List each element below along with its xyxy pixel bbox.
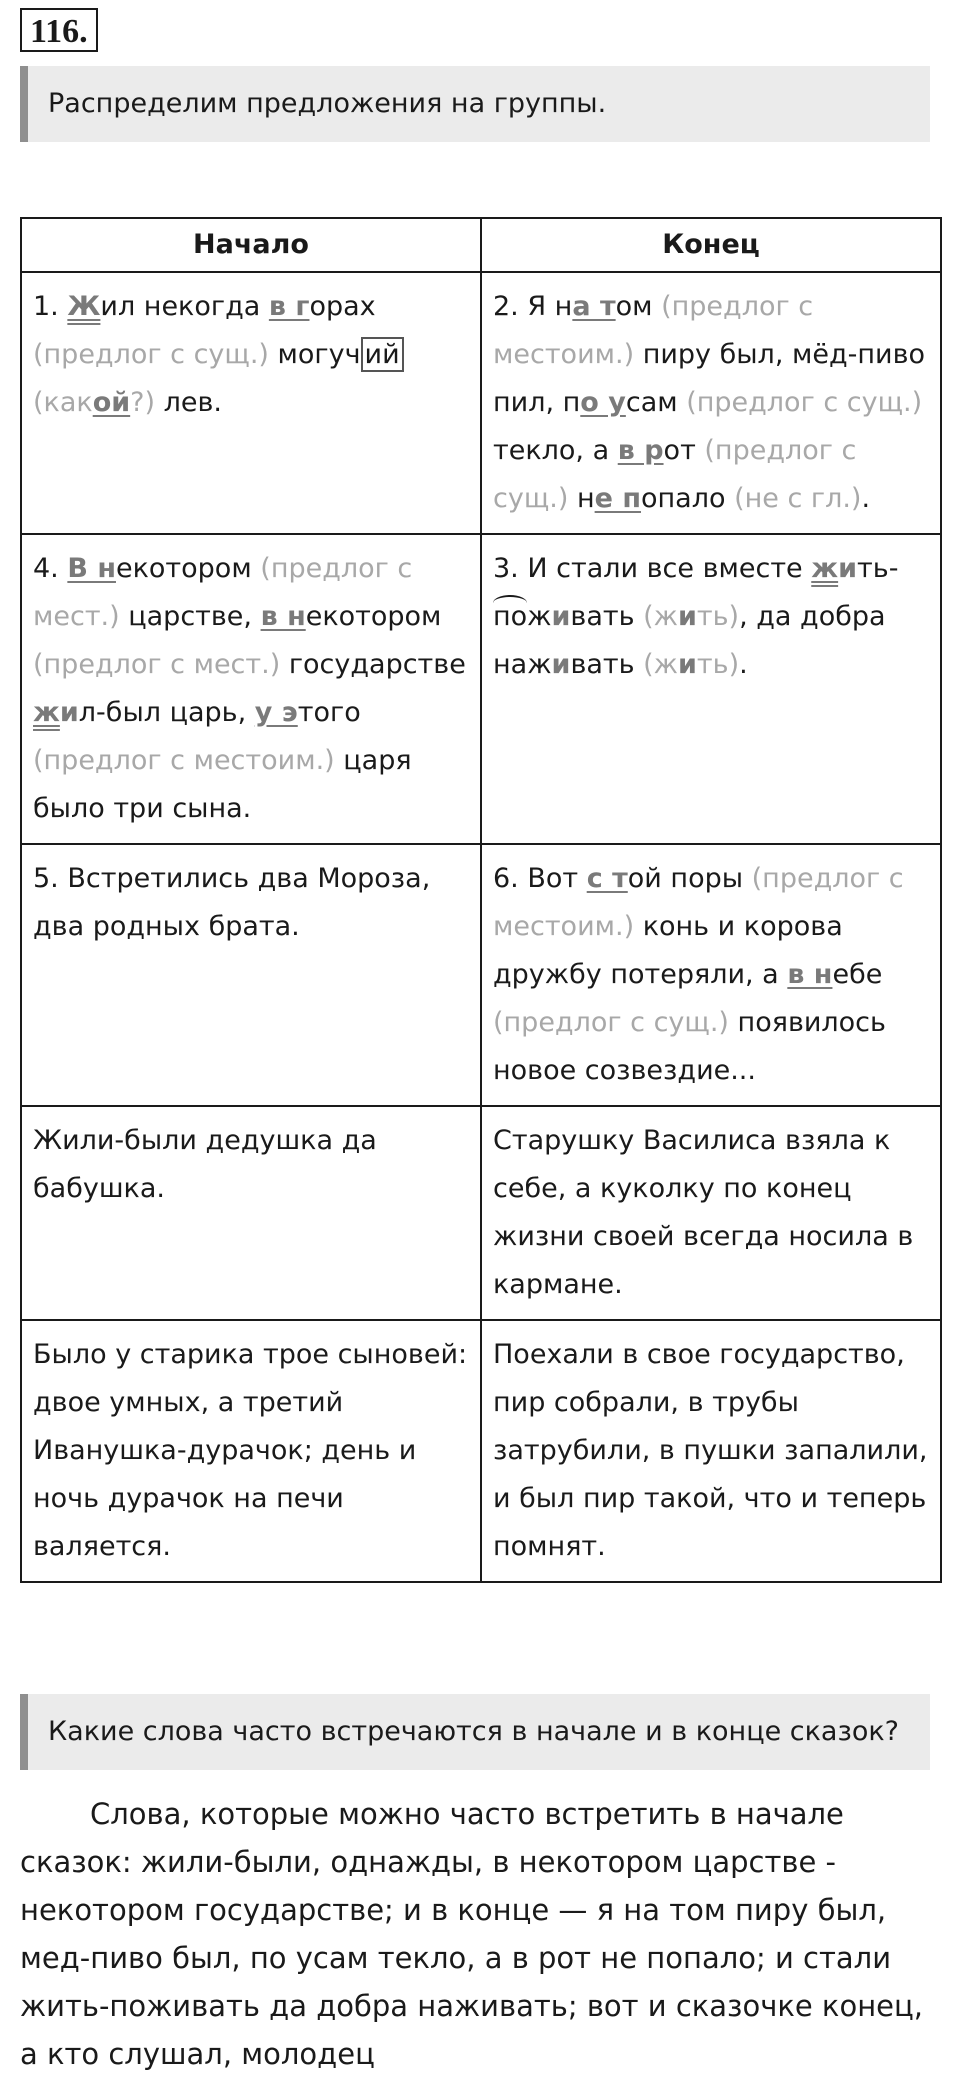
cell-text: 2. Я н <box>493 291 573 322</box>
cell-text: ть- <box>857 553 899 584</box>
cell-text: пиру был, мёд-пиво пил, п <box>493 339 926 418</box>
cell-text: . <box>861 483 871 514</box>
cell-text: Было у старика трое сыновей: двое умных, а третий Иванушка-дурачок; день и ночь дурачок на печи валяется. <box>33 1339 468 1562</box>
table-header-row <box>21 218 941 272</box>
cell-text: 5. Встретились два Мороза, два родных брата. <box>33 863 431 942</box>
cell-text: . <box>739 649 748 680</box>
cell-text: ой поры <box>627 863 752 894</box>
cell-text: ж <box>527 649 552 680</box>
cell-text: екотором <box>305 601 442 632</box>
cell-text: вать <box>570 601 644 632</box>
question-banner: Какие слова часто встречаются в начале и в конце сказок? <box>20 1694 930 1770</box>
double-underlined-letter: ж <box>811 553 839 584</box>
end-cell <box>481 1320 941 1582</box>
cell-text: ил некогда <box>100 291 269 322</box>
grammar-note: ?) <box>130 387 156 418</box>
task-number: 116. <box>20 8 98 52</box>
grammar-note: (ж <box>643 649 678 680</box>
underlined-text: в н <box>260 601 306 632</box>
cell-text: ом <box>615 291 662 322</box>
grammar-note: ть) <box>696 649 740 680</box>
answer-paragraph: Слова, которые можно часто встретить в начале сказок: жили-были, однажды, в некотором царстве - некотором государстве; и в конце — я на том пиру был, мед-пиво был, по усам текло, а в рот не попало; и стали жить-поживать да добра наживать; вот и сказочке конец, а кто слушал, молодец <box>20 1797 923 2071</box>
grammar-note: (предлог с сущ.) <box>33 339 269 370</box>
header-end: Конец <box>481 218 941 272</box>
cell-text: сам <box>625 387 687 418</box>
start-cell <box>21 844 481 1106</box>
end-cell <box>481 1106 941 1320</box>
cell-text: могуч <box>268 339 361 370</box>
underlined-text: у э <box>254 697 298 728</box>
underlined-text: в н <box>787 959 833 990</box>
start-cell <box>21 272 481 534</box>
highlighted-vowel: и <box>59 697 79 728</box>
cell-text: опало <box>641 483 735 514</box>
highlighted-vowel: и <box>838 553 858 584</box>
highlighted-vowel: и <box>678 649 697 680</box>
cell-text: царстве, <box>119 601 261 632</box>
boxed-ending: ий <box>361 337 404 372</box>
cell-text: того <box>297 697 361 728</box>
end-cell <box>481 844 941 1106</box>
cell-text: Старушку Василиса взяла к себе, а куколку по конец жизни своей всегда носила в кармане. <box>493 1125 914 1300</box>
grammar-note: (предлог с сущ.) <box>493 1007 729 1038</box>
table-row <box>21 1320 941 1582</box>
cell-text: конь и корова дружбу потеряли, а <box>493 911 843 990</box>
double-underlined-letter: Ж <box>67 291 101 322</box>
start-cell <box>21 534 481 844</box>
cell-text: 4. <box>33 553 68 584</box>
cell-text: от <box>663 435 705 466</box>
cell-text: государстве <box>280 649 466 680</box>
cell-text: ж <box>527 601 552 632</box>
cell-text: л-был царь, <box>78 697 255 728</box>
grammar-note: (предлог с сущ.) <box>686 387 923 418</box>
table-row <box>21 844 941 1106</box>
grammar-note: (не с гл.) <box>734 483 862 514</box>
table-row <box>21 534 941 844</box>
cell-text: царя было три сына. <box>33 745 412 824</box>
header-start: Начало <box>21 218 481 272</box>
underlined-text: ой <box>92 387 131 418</box>
table-row <box>21 1106 941 1320</box>
cell-text: вать <box>570 649 644 680</box>
cell-text: ебе <box>832 959 883 990</box>
cell-text: Жили-были дедушка да бабушка. <box>33 1125 377 1204</box>
cell-text: орах <box>309 291 376 322</box>
table-row <box>21 272 941 534</box>
cell-text: 6. Вот <box>493 863 587 894</box>
grammar-note: ть) <box>696 601 740 632</box>
grammar-note: (предлог с мест.) <box>33 553 413 632</box>
grammar-note: (как <box>33 387 93 418</box>
double-underlined-letter: ж <box>33 697 60 728</box>
end-cell <box>481 534 941 844</box>
underlined-text: е п <box>594 483 641 514</box>
grammar-note: (предлог с местоим.) <box>493 291 814 370</box>
underlined-text: В н <box>67 553 116 584</box>
prefix-arc-mark: по <box>493 593 527 641</box>
cell-text: лев. <box>155 387 222 418</box>
grammar-note: (предлог с местоим.) <box>493 863 904 942</box>
underlined-text: о у <box>580 387 626 418</box>
groups-table <box>20 217 942 1583</box>
grammar-note: (предлог с мест.) <box>33 649 281 680</box>
cell-text: 1. <box>33 291 68 322</box>
cell-text: , да добра на <box>493 601 886 680</box>
highlighted-vowel: и <box>551 601 571 632</box>
underlined-text: а т <box>572 291 616 322</box>
cell-text: появилось новое созвездие... <box>493 1007 886 1086</box>
underlined-text: в р <box>617 435 664 466</box>
cell-text: текло, а <box>493 435 618 466</box>
cell-text: екотором <box>115 553 261 584</box>
start-cell <box>21 1320 481 1582</box>
highlighted-vowel: и <box>551 649 571 680</box>
end-cell <box>481 272 941 534</box>
grammar-note: (предлог с сущ.) <box>493 435 857 514</box>
underlined-text: в г <box>268 291 310 322</box>
cell-text: Поехали в свое государство, пир собрали, в трубы затрубили, в пушки запалили, и был пир такой, что и теперь помнят. <box>493 1339 928 1562</box>
grammar-note: (предлог с местоим.) <box>33 745 335 776</box>
highlighted-vowel: и <box>677 601 697 632</box>
task-instruction-banner: Распределим предложения на группы. <box>20 66 930 142</box>
start-cell <box>21 1106 481 1320</box>
cell-text: 3. И стали все вместе <box>493 553 812 584</box>
grammar-note: (ж <box>643 601 678 632</box>
cell-text: н <box>568 483 595 514</box>
underlined-text: с т <box>586 863 628 894</box>
